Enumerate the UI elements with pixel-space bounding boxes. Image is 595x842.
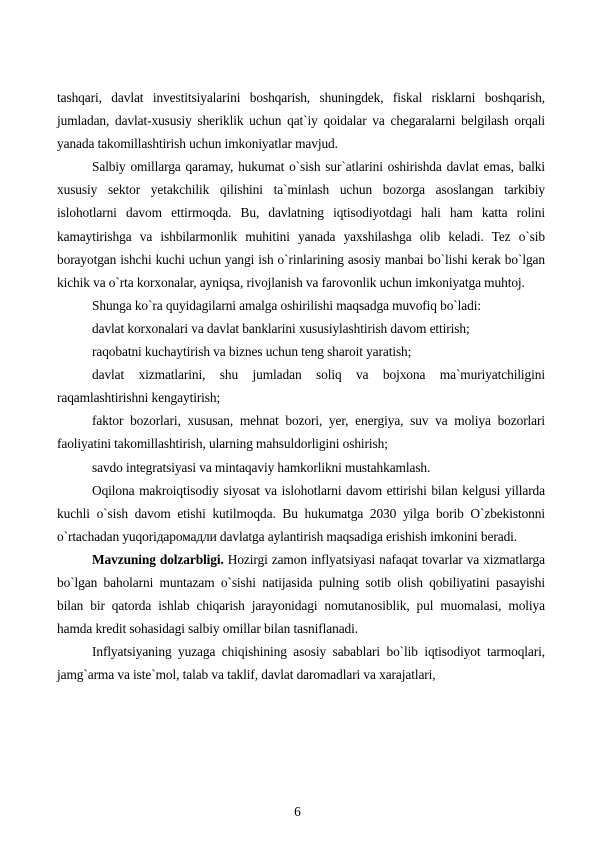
list-item: faktor bozorlari, xususan, mehnat bozori, yer, energiya, suv va moliya bozorlari faoliyatini takomillashtirish, ularning mahsuldorligini oshirish; xyxy=(57,413,545,452)
list-item: raqobatni kuchaytirish va biznes uchun teng sharoit yaratish; xyxy=(92,344,412,360)
paragraph: Inflyatsiyaning yuzaga chiqishining asosiy sabablari bo`lib iqtisodiyot tarmoqlari, jamg`arma va iste`mol, talab va taklif, davlat daromadlari va xarajatlari, xyxy=(57,644,545,683)
paragraph: Salbiy omillarga qaramay, hukumat o`sish sur`atlarini oshirishda davlat emas, balki xususiy sektor yetakchilik qilishini ta`minlash uchun bozorga asoslangan tarkibiy islohotlarni davom ettirmoqda. Bu, davlatning iqtisodiyotdagi hali ham katta rolini kamaytirishga va ishbilarmonlik muhitini yanada yaxshilashga olib keladi. Tez o`sib borayotgan ishchi kuchi uchun yangi ish o`rinlarining asosiy manbai bo`lishi kerak bo`lgan kichik va o`rta korxonalar, ayniqsa, rivojlanish va farovonlik uchun imkoniyatga muhtoj. xyxy=(57,159,545,290)
section-heading: Mavzuning dolzarbligi. xyxy=(92,551,224,567)
page-number: 6 xyxy=(294,804,301,819)
list-item: davlat xizmatlarini, shu jumladan soliq va bojxona ma`muriyatchiligini raqamlashtirishni kengaytirish; xyxy=(57,367,545,406)
paragraph-mavzu xyxy=(57,548,545,640)
paragraph: Oqilona makroiqtisodiy siyosat va islohotlarni davom ettirishi bilan kelgusi yillarda kuchli o`sish davom etishi kutilmoqda. Bu hukumatga 2030 yilga borib O`zbekistonni o`rtachadan yuqoriдаромадли davlatga aylantirish maqsadiga erishish imkonini beradi. xyxy=(57,482,545,544)
paragraph: Shunga ko`ra quyidagilarni amalga oshirilishi maqsadga muvofiq bo`ladi: xyxy=(92,297,481,313)
section-text: Hozirgi zamon inflyatsiyasi nafaqat tovarlar va xizmatlarga bo`lgan baholarni muntazam o`sishi natijasida pulning sotib olish qobiliyatini pasayishi bilan bir qatorda ishlab chiqarish jarayonidagi nomutanosiblik, pul muomalasi, moliya hamda kredit sohasidagi salbiy omillar bilan tasniflanadi. xyxy=(57,551,545,637)
list-item: savdo integratsiyasi va mintaqaviy hamkorlikni mustahkamlash. xyxy=(92,459,431,475)
list-item: davlat korxonalari va davlat banklarini xususiylashtirish davom ettirish; xyxy=(92,320,470,336)
paragraph: tashqari, davlat investitsiyalarini boshqarish, shuningdek, fiskal risklarni boshqarish, jumladan, davlat-xususiy sheriklik uchun qat`iy qoidalar va chegaralarni belgilash orqali yanada takomillashtirish uchun imkoniyatlar mavjud. xyxy=(57,90,545,152)
body-text xyxy=(57,86,545,686)
